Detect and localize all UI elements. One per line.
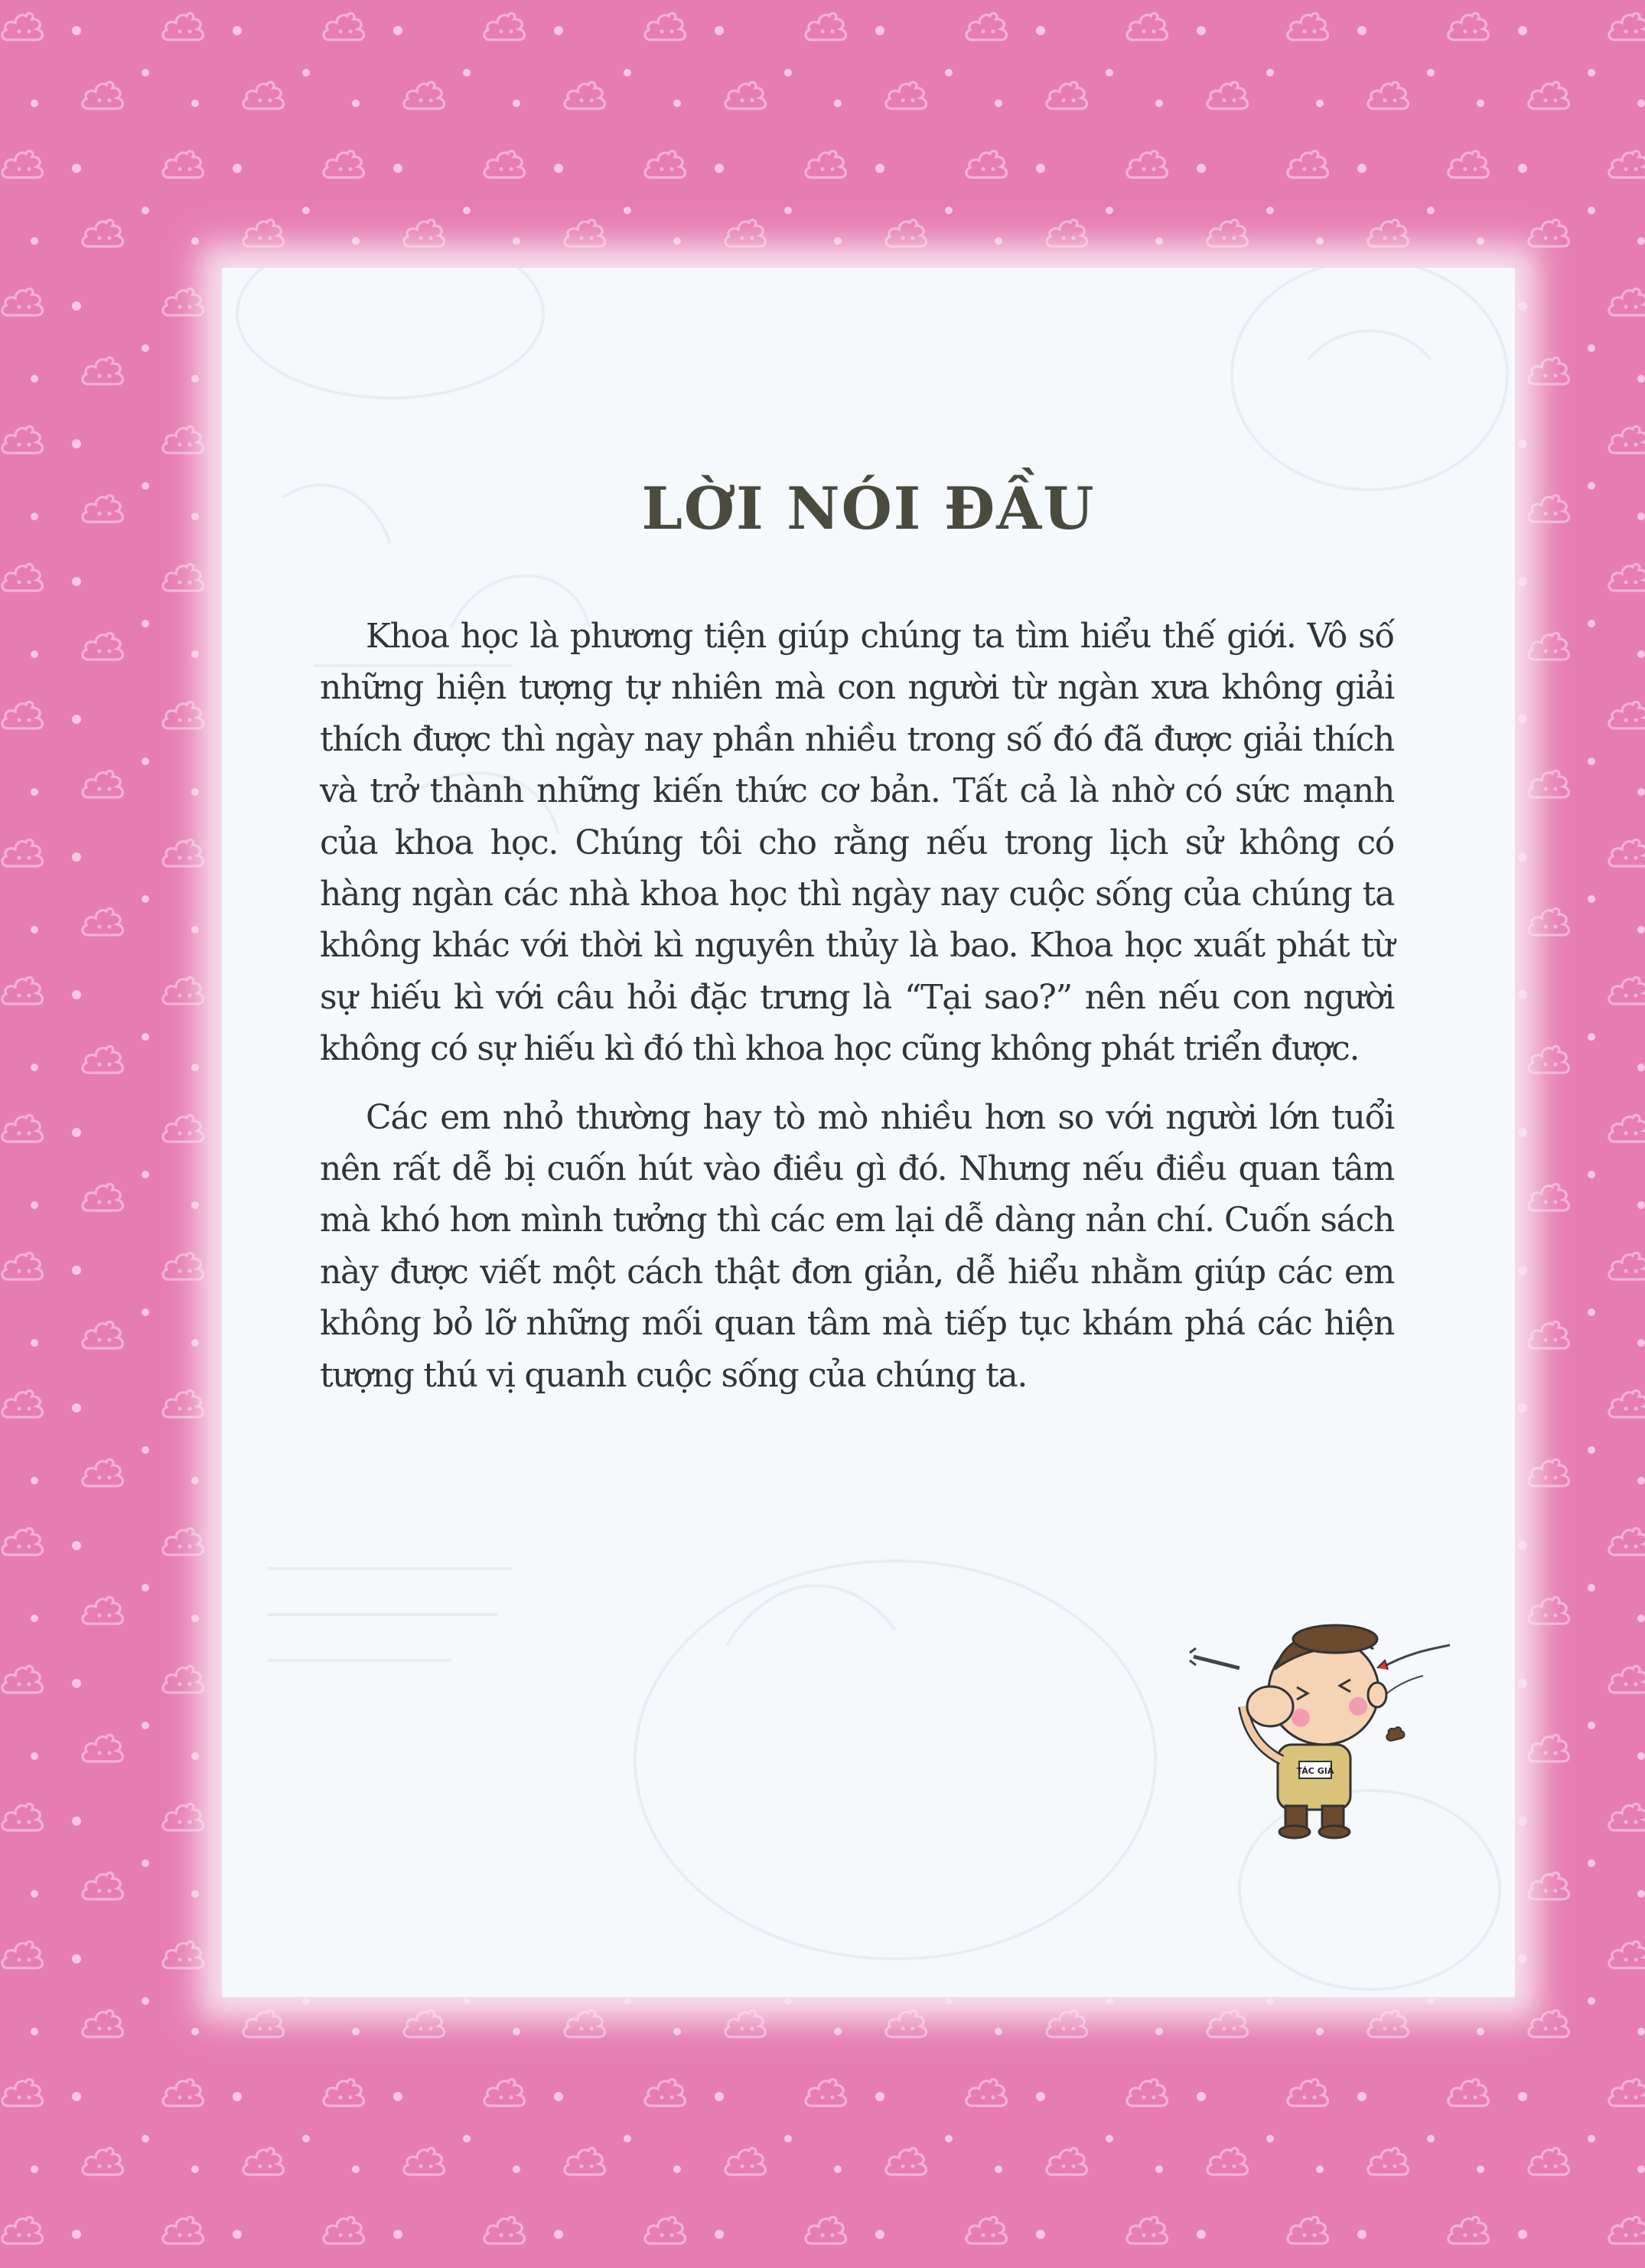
- page-title: LỜI NÓI ĐẦU: [641, 474, 1096, 543]
- paragraph: Các em nhỏ thường hay tò mò nhiều hơn so với người lớn tuổi nên rất dễ bị cuốn hút vào điều gì đó. Nhưng nếu điều quan tâm mà khó hơn mình tưởng thì các em lại dễ dàng nản chí. Cuốn sách này được viết một cách thật đơn giản, dễ hiểu nhằm giúp các em không bỏ lỡ những mối quan tâm mà tiếp tục khám phá các hiện tượng thú vị quanh cuộc sống của chúng ta.: [320, 1097, 1394, 1395]
- mascot-badge: TÁC GIẢ: [1296, 1766, 1334, 1776]
- paragraph: Khoa học là phương tiện giúp chúng ta tìm hiểu thế giới. Vô số những hiện tượng tự nhiên mà con người từ ngàn xưa không giải thích được thì ngày nay phần nhiều trong số đó đã được giải thích và trở thành những kiến thức cơ bản. Tất cả là nhờ có sức mạnh của khoa học. Chúng tôi cho rằng nếu trong lịch sử không có hàng ngàn các nhà khoa học thì ngày nay cuộc sống của chúng ta không khác với thời kì nguyên thủy là bao. Khoa học xuất phát từ sự hiếu kì với câu hỏi đặc trưng là “Tại sao?” nên nếu con người không có sự hiếu kì đó thì khoa học cũng không phát triển được.: [320, 617, 1394, 1069]
- author-mascot-illustration: [1186, 1615, 1461, 1844]
- content-panel: [222, 268, 1515, 1997]
- body-text: [320, 611, 1394, 1401]
